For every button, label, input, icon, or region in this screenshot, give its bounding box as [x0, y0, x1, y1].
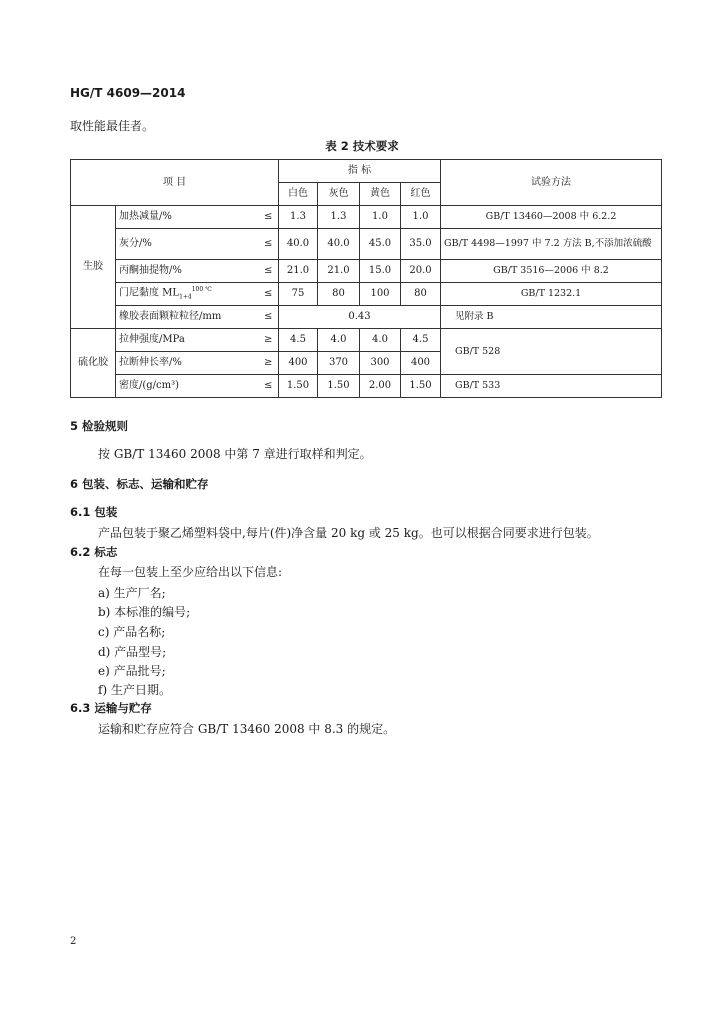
row-method: GB/T 13460—2008 中 6.2.2 [441, 206, 662, 229]
row-value: 35.0 [401, 229, 441, 260]
row-symbol: ≤ [259, 375, 279, 398]
table-row [71, 283, 662, 306]
row-method: GB/T 1232.1 [441, 283, 662, 306]
row-value: 40.0 [279, 229, 318, 260]
color-yellow: 黄色 [360, 183, 401, 206]
row-value: 2.00 [360, 375, 401, 398]
carryover-text: 取性能最佳者。 [70, 119, 155, 133]
table-row [71, 206, 662, 229]
mooney-label: 门尼黏度 ML [119, 287, 180, 299]
header-index: 指 标 [279, 160, 441, 183]
row-value: 4.5 [279, 329, 318, 352]
technical-requirements-table [70, 159, 662, 398]
table-row [71, 260, 662, 283]
mooney-superscript: 100 ℃ [191, 286, 212, 294]
header-test-method: 试验方法 [441, 160, 662, 206]
row-value: 75 [279, 283, 318, 306]
section-6-2-intro: 在每一包装上至少应给出以下信息: [98, 565, 283, 579]
row-method: GB/T 4498—1997 中 7.2 方法 B,不添加浓硫酸 [441, 229, 662, 260]
table-caption: 表 2 技术要求 [325, 139, 399, 153]
section-6-1-text: 产品包装于聚乙烯塑料袋中,每片(件)净含量 20 kg 或 25 kg。也可以根据合同要求进行包装。 [98, 526, 599, 540]
section-6-heading: 6 包装、标志、运输和贮存 [70, 477, 209, 491]
row-name: 拉断伸长率/% [116, 352, 259, 375]
row-value: 40.0 [318, 229, 360, 260]
row-value: 1.3 [279, 206, 318, 229]
section-6-3-heading: 6.3 运输与贮存 [70, 701, 152, 715]
table-row [71, 229, 662, 260]
list-item: b) 本标准的编号; [98, 605, 191, 619]
group-vulcanizate: 硫化胶 [71, 329, 116, 398]
row-method: GB/T 533 [441, 375, 662, 398]
row-value: 400 [401, 352, 441, 375]
row-symbol: ≥ [259, 329, 279, 352]
row-value: 100 [360, 283, 401, 306]
row-value: 1.3 [318, 206, 360, 229]
table-row [71, 329, 662, 352]
row-value: 1.0 [360, 206, 401, 229]
row-value: 1.50 [318, 375, 360, 398]
row-value: 20.0 [401, 260, 441, 283]
section-6-3-text: 运输和贮存应符合 GB/T 13460 2008 中 8.3 的规定。 [98, 722, 396, 736]
section-6-2-heading: 6.2 标志 [70, 545, 118, 559]
table-row [71, 375, 662, 398]
row-value: 4.0 [318, 329, 360, 352]
row-method: 见附录 B [441, 306, 662, 329]
section-5-heading: 5 检验规则 [70, 419, 129, 433]
row-value: 21.0 [318, 260, 360, 283]
row-value: 1.0 [401, 206, 441, 229]
list-item: a) 生产厂名; [98, 586, 166, 600]
page-number: 2 [70, 936, 77, 947]
header-item: 项 目 [71, 160, 279, 206]
row-value: 15.0 [360, 260, 401, 283]
row-name: 加热减量/% [116, 206, 259, 229]
list-item: e) 产品批号; [98, 664, 166, 678]
row-symbol: ≤ [259, 229, 279, 260]
section-6-1-heading: 6.1 包装 [70, 505, 118, 519]
row-value: 80 [318, 283, 360, 306]
row-name: 丙酮抽提物/% [116, 260, 259, 283]
row-name: 密度/(g/cm³) [116, 375, 259, 398]
row-symbol: ≤ [259, 206, 279, 229]
row-value: 80 [401, 283, 441, 306]
row-value: 4.5 [401, 329, 441, 352]
row-method: GB/T 528 [441, 329, 662, 375]
row-value: 21.0 [279, 260, 318, 283]
color-grey: 灰色 [318, 183, 360, 206]
row-symbol: ≤ [259, 283, 279, 306]
row-value: 400 [279, 352, 318, 375]
list-item: d) 产品型号; [98, 645, 167, 659]
row-name-mooney [116, 283, 259, 306]
row-symbol: ≥ [259, 352, 279, 375]
row-value: 300 [360, 352, 401, 375]
list-item: f) 生产日期。 [98, 683, 171, 697]
list-item: c) 产品名称; [98, 625, 166, 639]
table-row [71, 306, 662, 329]
row-value: 4.0 [360, 329, 401, 352]
section-5-text: 按 GB/T 13460 2008 中第 7 章进行取样和判定。 [98, 447, 372, 461]
row-value: 45.0 [360, 229, 401, 260]
row-value: 1.50 [279, 375, 318, 398]
row-name: 拉伸强度/MPa [116, 329, 259, 352]
row-symbol: ≤ [259, 306, 279, 329]
mooney-subscript: 1+4 [179, 293, 192, 301]
standard-code-header: HG/T 4609—2014 [70, 86, 186, 100]
row-value: 370 [318, 352, 360, 375]
row-method: GB/T 3516—2006 中 8.2 [441, 260, 662, 283]
color-red: 红色 [401, 183, 441, 206]
color-white: 白色 [279, 183, 318, 206]
row-name: 橡胶表面颗粒粒径/mm [116, 306, 259, 329]
row-name: 灰分/% [116, 229, 259, 260]
row-symbol: ≤ [259, 260, 279, 283]
row-value: 1.50 [401, 375, 441, 398]
group-raw-rubber: 生胶 [71, 206, 116, 329]
row-value-span: 0.43 [279, 306, 441, 329]
